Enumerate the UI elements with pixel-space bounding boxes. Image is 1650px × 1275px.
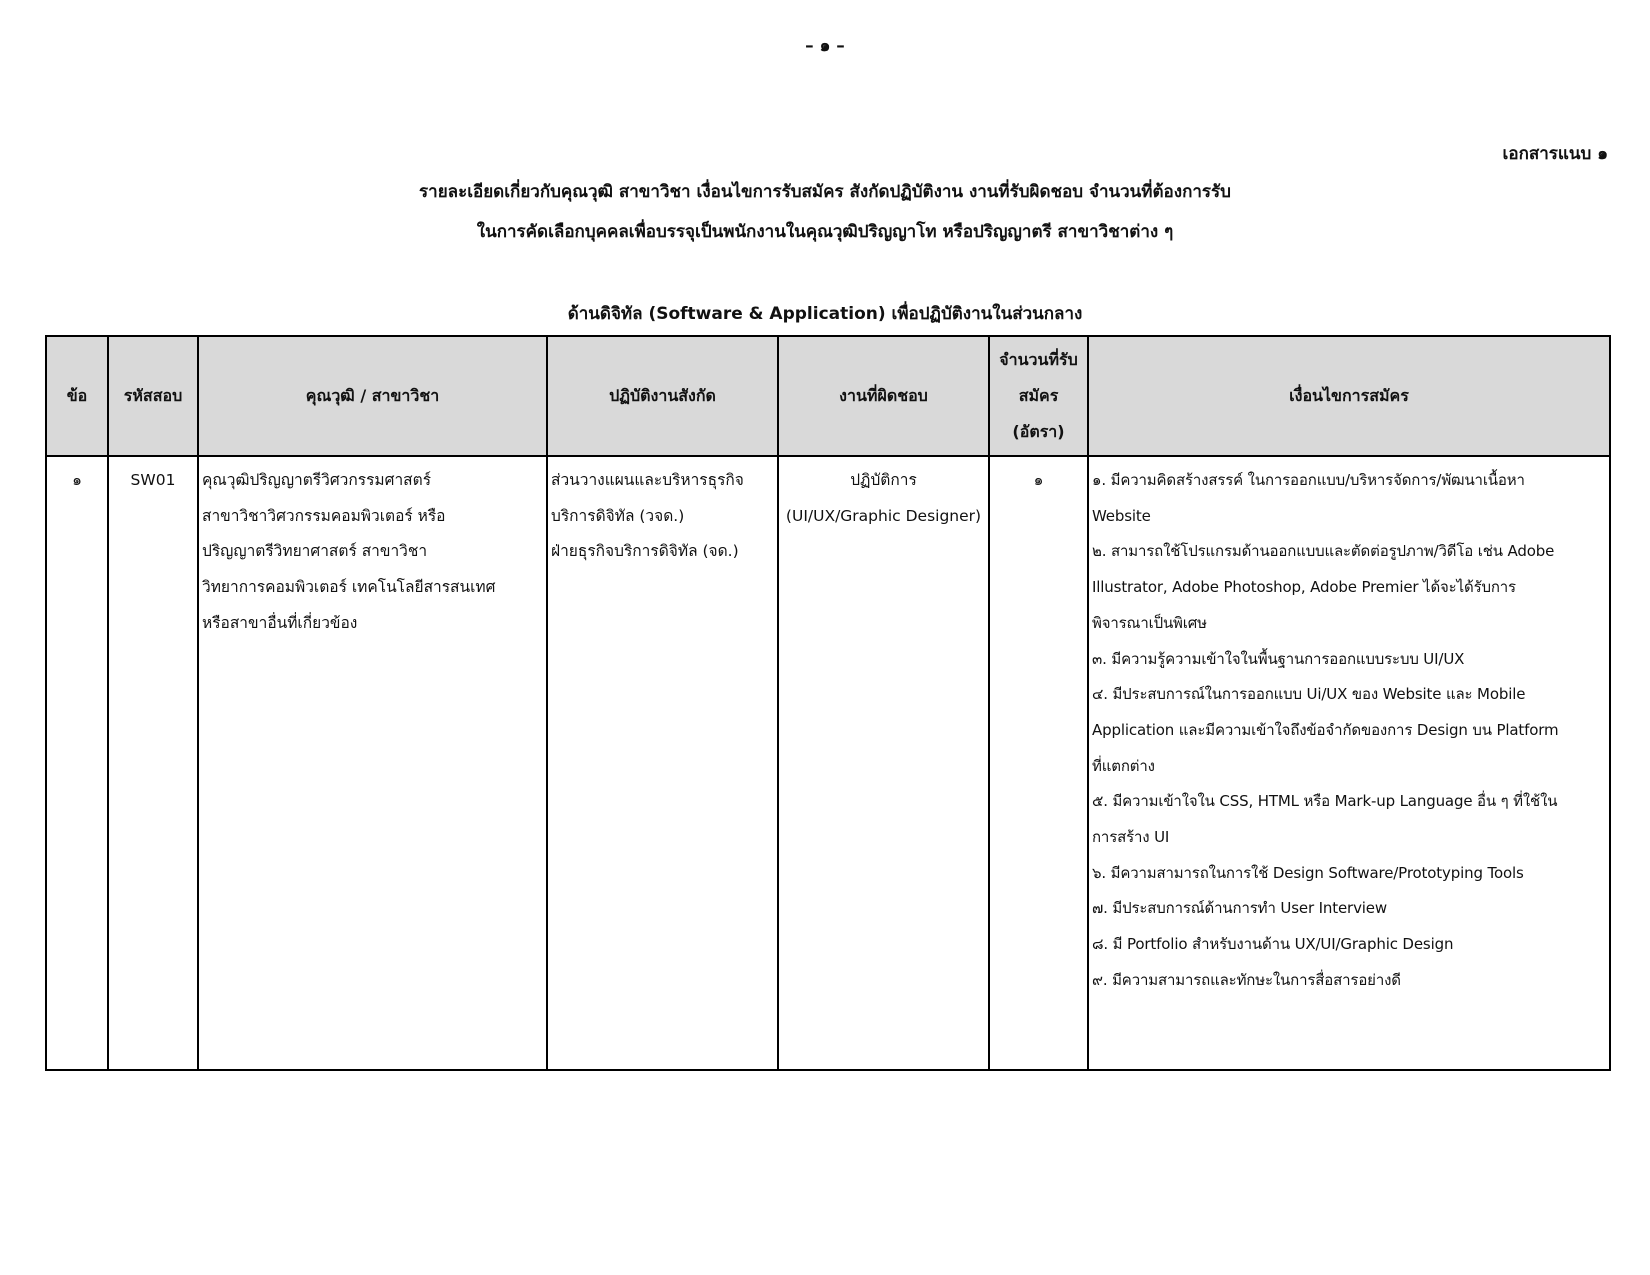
qualification-line: หรือสาขาอื่นที่เกี่ยวข้อง: [202, 613, 358, 632]
unit-line: บริการดิจิทัล (วจด.): [551, 506, 685, 525]
unit-line: ฝ่ายธุรกิจบริการดิจิทัล (จด.): [551, 542, 739, 561]
header-count-line: สมัคร: [1018, 386, 1059, 405]
header-qualification: คุณวุฒิ / สาขาวิชา: [198, 336, 547, 456]
cell-conditions: [1088, 456, 1610, 1070]
header-conditions: เงื่อนไขการสมัคร: [1088, 336, 1610, 456]
condition-line: ๕. มีความเข้าใจใน CSS, HTML หรือ Mark-up Language อื่น ๆ ที่ใช้ใน: [1092, 792, 1558, 811]
qualification-line: สาขาวิชาวิศวกรรมคอมพิวเตอร์ หรือ: [202, 506, 446, 525]
condition-line: ๖. มีความสามารถในการใช้ Design Software/Prototyping Tools: [1092, 863, 1524, 882]
condition-line: การสร้าง UI: [1092, 828, 1170, 847]
condition-line: Application และมีความเข้าใจถึงข้อจำกัดของการ Design บน Platform: [1092, 720, 1559, 739]
qualification-table: [45, 335, 1611, 1071]
unit-line: ส่วนวางแผนและบริหารธุรกิจ: [551, 471, 744, 489]
condition-line: ๔. มีประสบการณ์ในการออกแบบ Ui/UX ของ Website และ Mobile: [1092, 685, 1526, 704]
header-exam-code: รหัสสอบ: [108, 336, 198, 456]
header-count-line: (อัตรา): [1012, 422, 1065, 441]
header-count-line: จำนวนที่รับ: [999, 350, 1078, 369]
qualification-line: วิทยาการคอมพิวเตอร์ เทคโนโลยีสารสนเทศ: [202, 578, 496, 597]
condition-line: ๑. มีความคิดสร้างสรรค์ ในการออกแบบ/บริหารจัดการ/พัฒนาเนื้อหา: [1092, 471, 1525, 489]
cell-exam-code: SW01: [108, 456, 198, 1070]
page-number: – ๑ –: [805, 36, 845, 56]
condition-line: ๙. มีความสามารถและทักษะในการสื่อสารอย่างดี: [1092, 970, 1401, 989]
cell-duty: [778, 456, 989, 1070]
header-duty: งานที่ผิดชอบ: [778, 336, 989, 456]
cell-no: ๑: [46, 456, 108, 1070]
condition-line: พิจารณาเป็นพิเศษ: [1092, 613, 1207, 632]
qualification-line: คุณวุฒิปริญญาตรีวิศวกรรมศาสตร์: [202, 471, 432, 489]
condition-line: ที่แตกต่าง: [1092, 756, 1155, 775]
table-row: [46, 456, 1610, 1070]
document-title-line-2: ในการคัดเลือกบุคคลเพื่อบรรจุเป็นพนักงานในคุณวุฒิปริญญาโท หรือปริญญาตรี สาขาวิชาต่าง ๆ: [476, 222, 1174, 242]
condition-line: ๗. มีประสบการณ์ด้านการทำ User Interview: [1092, 899, 1388, 918]
duty-line: ปฏิบัติการ: [850, 471, 917, 489]
condition-line: ๘. มี Portfolio สำหรับงานด้าน UX/UI/Graphic Design: [1092, 935, 1454, 954]
header-unit: ปฏิบัติงานสังกัด: [547, 336, 778, 456]
condition-line: Website: [1092, 506, 1151, 525]
document-title-line-1: รายละเอียดเกี่ยวกับคุณวุฒิ สาขาวิชา เงื่อนไขการรับสมัคร สังกัดปฏิบัติงาน งานที่รับผิดชอบ จำนวนที่ต้องการรับ: [419, 182, 1231, 202]
duty-line: (UI/UX/Graphic Designer): [785, 506, 982, 525]
attachment-label: เอกสารแนบ ๑: [1502, 144, 1608, 164]
section-title: ด้านดิจิทัล (Software & Application) เพื่อปฏิบัติงานในส่วนกลาง: [567, 304, 1083, 324]
condition-line: Illustrator, Adobe Photoshop, Adobe Premier ได้จะได้รับการ: [1092, 578, 1516, 597]
condition-line: ๒. สามารถใช้โปรแกรมด้านออกแบบและตัดต่อรูปภาพ/วิดีโอ เช่น Adobe: [1092, 542, 1555, 561]
cell-unit: [547, 456, 778, 1070]
header-count: [989, 336, 1088, 456]
qualification-line: ปริญญาตรีวิทยาศาสตร์ สาขาวิชา: [202, 542, 428, 561]
cell-qualification: [198, 456, 547, 1070]
header-no: ข้อ: [46, 336, 108, 456]
cell-count: ๑: [989, 456, 1088, 1070]
condition-line: ๓. มีความรู้ความเข้าใจในพื้นฐานการออกแบบระบบ UI/UX: [1092, 649, 1465, 668]
table-header-row: [46, 336, 1610, 456]
